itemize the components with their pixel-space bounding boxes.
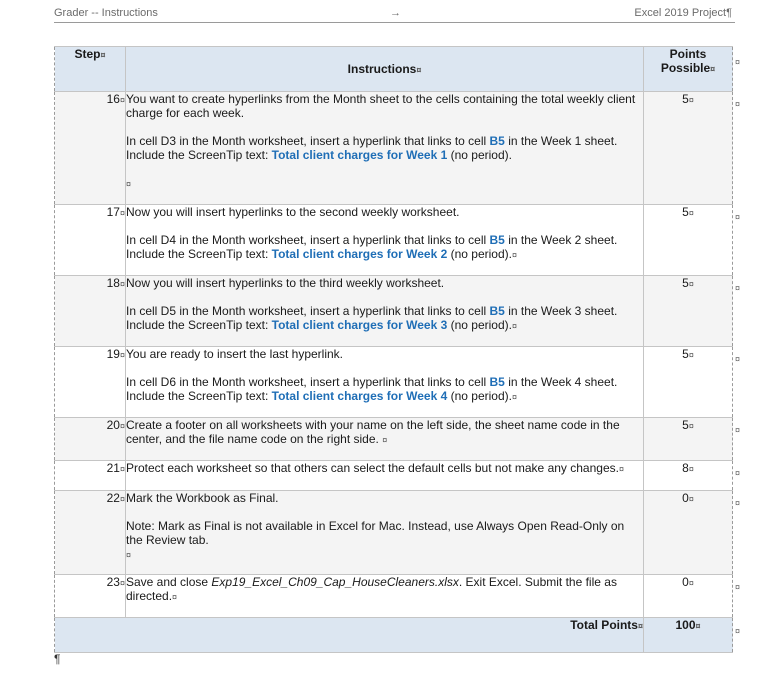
row-end-mark: ¤: [735, 498, 741, 508]
total-row: [55, 618, 733, 653]
table-row: [55, 491, 733, 575]
tab-arrow-mark: →: [390, 7, 401, 19]
points-value: 5¤: [644, 276, 733, 347]
row-end-mark: ¤: [735, 283, 741, 293]
page-header: [54, 7, 735, 23]
step-number: 18¤: [55, 276, 126, 347]
instruction-text: Create a footer on all worksheets with your name on the left side, the sheet name code in the center, and the file name code on the right side. ¤: [126, 418, 644, 461]
table-row: [55, 276, 733, 347]
points-column-header: Points Possible¤: [644, 47, 733, 92]
instruction-text: Now you will insert hyperlinks to the second weekly worksheet. In cell D4 in the Month worksheet, insert a hyperlink that links to cell B5 in the Week 2 sheet. Include the ScreenTip text: Total client charges for Week 2 (no period).¤: [126, 205, 644, 276]
row-end-mark: ¤: [735, 57, 741, 67]
row-end-mark: ¤: [735, 626, 741, 636]
table-row: [55, 92, 733, 205]
file-name: Exp19_Excel_Ch09_Cap_HouseCleaners.xlsx: [211, 575, 459, 589]
total-points-label: Total Points¤: [55, 618, 644, 653]
instructions-table: [54, 46, 733, 653]
step-number: 22¤: [55, 491, 126, 575]
header-left-text: Grader -- Instructions: [54, 7, 158, 19]
table-row: [55, 575, 733, 618]
instruction-text: Protect each worksheet so that others can select the default cells but not make any changes.¤: [126, 461, 644, 491]
row-end-mark: ¤: [735, 212, 741, 222]
row-end-mark: ¤: [735, 354, 741, 364]
table-row: [55, 418, 733, 461]
instructions-column-header: Instructions¤: [126, 47, 644, 92]
instruction-text: Save and close Exp19_Excel_Ch09_Cap_HouseCleaners.xlsx. Exit Excel. Submit the file as directed.¤: [126, 575, 644, 618]
points-value: 5¤: [644, 92, 733, 205]
points-value: 8¤: [644, 461, 733, 491]
points-value: 0¤: [644, 575, 733, 618]
step-number: 16¤: [55, 92, 126, 205]
step-number: 19¤: [55, 347, 126, 418]
step-number: 17¤: [55, 205, 126, 276]
step-number: 21¤: [55, 461, 126, 491]
row-end-mark: ¤: [735, 425, 741, 435]
paragraph-mark: ¶: [54, 652, 61, 666]
points-value: 5¤: [644, 418, 733, 461]
table-row: [55, 347, 733, 418]
row-end-mark: ¤: [735, 582, 741, 592]
points-value: 5¤: [644, 347, 733, 418]
instruction-text: You are ready to insert the last hyperlink. In cell D6 in the Month worksheet, insert a hyperlink that links to cell B5 in the Week 4 sheet. Include the ScreenTip text: Total client charges for Week 4 (no period).¤: [126, 347, 644, 418]
instruction-text: You want to create hyperlinks from the Month sheet to the cells containing the total weekly client charge for each week. In cell D3 in the Month worksheet, insert a hyperlink that links to cell B5 in the Week 1 sheet. Include the ScreenTip text: Total client charges for Week 1 (no period). ¤: [126, 92, 644, 205]
total-points-value: 100¤: [644, 618, 733, 653]
row-end-mark: ¤: [735, 468, 741, 478]
step-number: 23¤: [55, 575, 126, 618]
step-number: 20¤: [55, 418, 126, 461]
instruction-text: Mark the Workbook as Final. Note: Mark as Final is not available in Excel for Mac. Instead, use Always Open Read-Only on the Review tab. ¤: [126, 491, 644, 575]
instruction-text: Now you will insert hyperlinks to the third weekly worksheet. In cell D5 in the Month worksheet, insert a hyperlink that links to cell B5 in the Week 3 sheet. Include the ScreenTip text: Total client charges for Week 3 (no period).¤: [126, 276, 644, 347]
points-value: 0¤: [644, 491, 733, 575]
points-value: 5¤: [644, 205, 733, 276]
table-row: [55, 461, 733, 491]
table-row: [55, 205, 733, 276]
table-header-row: [55, 47, 733, 92]
step-column-header: Step¤: [55, 47, 126, 92]
row-end-mark: ¤: [735, 99, 741, 109]
header-right-text: Excel 2019 Project¶: [634, 7, 732, 19]
